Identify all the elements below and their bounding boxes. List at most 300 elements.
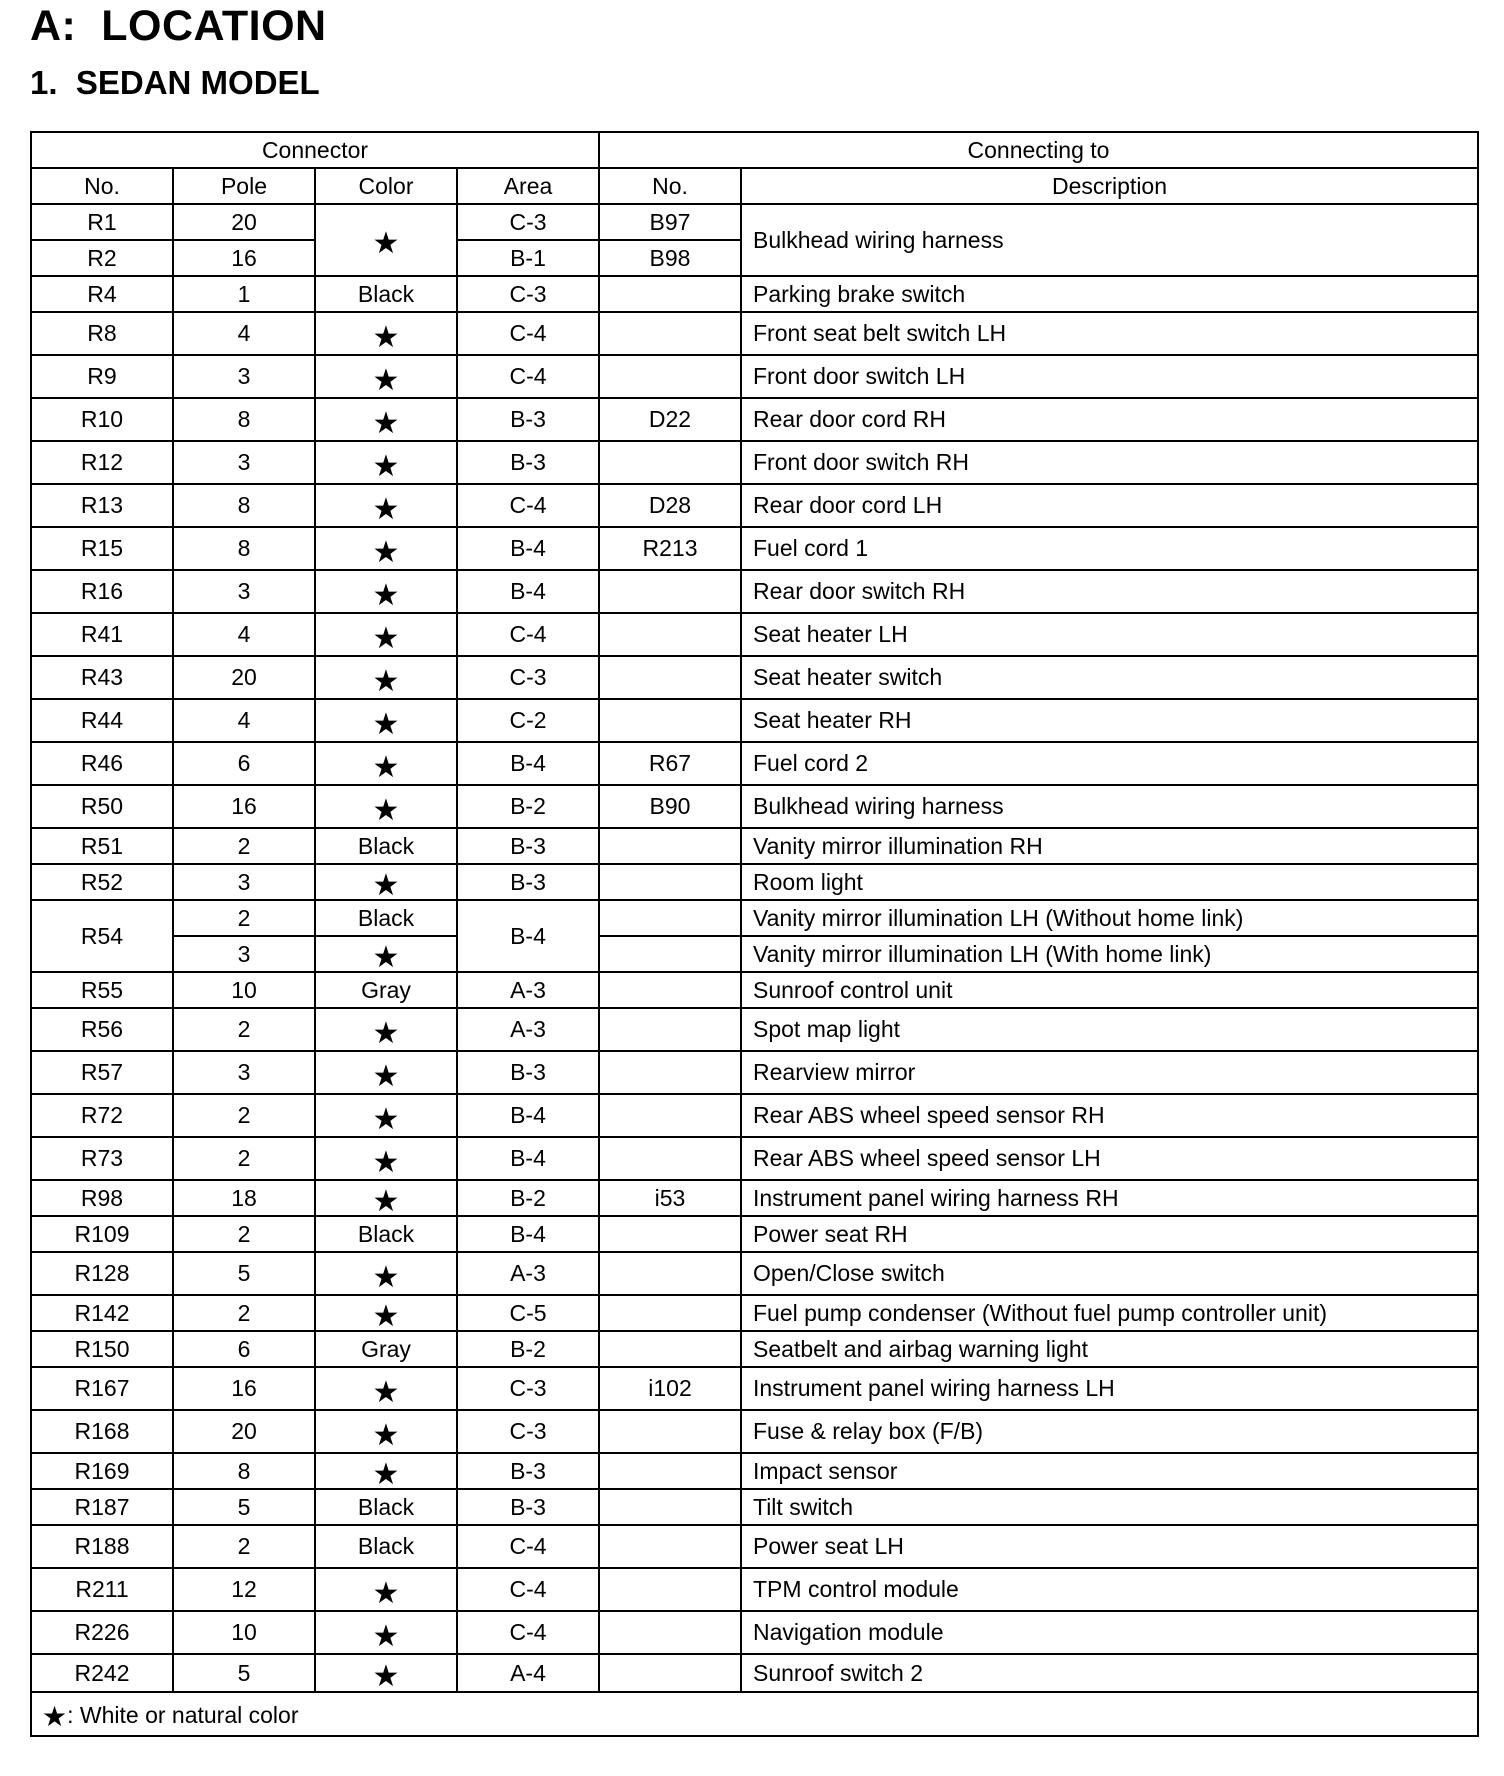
table-row [31,1137,1478,1180]
cell-to-no [599,742,741,785]
cell-to-no [599,1453,741,1489]
legend-star-icon: ★ [42,1700,68,1732]
cell-no [31,1295,173,1331]
table-row [31,1008,1478,1051]
cell-color [315,1611,457,1654]
cell-area-text: C-4 [509,320,547,346]
cell-pole [173,1331,315,1367]
cell-to-no [599,1252,741,1295]
cell-area-text: B-4 [510,578,546,604]
cell-to-no [599,398,741,441]
cell-area [457,398,599,441]
cell-pole-text: 18 [231,1184,257,1211]
cell-area-text: B-3 [510,868,546,895]
cell-area [457,828,599,864]
cell-description-text: Rear door cord LH [753,492,943,518]
cell-color [315,1410,457,1453]
cell-description-text: Seat heater RH [753,707,912,733]
cell-description-text: Rear door cord RH [753,406,947,432]
cell-pole [173,570,315,613]
cell-to-no [599,699,741,742]
cell-pole-text: 8 [237,492,251,518]
cell-color-text: Gray [361,1335,411,1362]
cell-pole [173,1410,315,1453]
cell-pole-text: 20 [231,664,257,690]
cell-description [741,1654,1478,1692]
cell-area [457,484,599,527]
cell-description-text: Navigation module [753,1619,944,1645]
cell-to-no-text: B97 [649,208,691,235]
cell-area [457,240,599,276]
cell-pole-text: 8 [237,1457,251,1484]
cell-description-text: Power seat RH [753,1220,908,1247]
cell-no [31,276,173,312]
cell-pole [173,1252,315,1295]
cell-pole [173,355,315,398]
cell-description [741,527,1478,570]
cell-description-text: Fuse & relay box (F/B) [753,1418,984,1444]
cell-area-text: B-3 [510,1457,546,1484]
cell-no [31,1216,173,1252]
legend-text: : White or natural color [67,1701,299,1728]
cell-description-text: Tilt switch [753,1493,854,1520]
cell-color [315,1051,457,1094]
cell-no-text: R128 [74,1260,130,1286]
cell-no-text: R188 [74,1533,130,1559]
cell-description-text: Sunroof control unit [753,976,953,1003]
cell-pole-text: 8 [237,406,251,432]
cell-color [315,1568,457,1611]
cell-to-no [599,355,741,398]
cell-to-no [599,276,741,312]
cell-no-text: R169 [74,1457,130,1484]
cell-to-no [599,936,741,972]
cell-to-no [599,613,741,656]
cell-color [315,1252,457,1295]
cell-description [741,864,1478,900]
cell-pole [173,613,315,656]
cell-to-no [599,864,741,900]
cell-no-text: R16 [80,578,124,604]
cell-area-text: B-2 [510,1335,546,1362]
cell-description-text: Front seat belt switch LH [753,320,1007,346]
cell-area [457,656,599,699]
cell-pole [173,276,315,312]
cell-no [31,1489,173,1525]
cell-description [741,204,1478,276]
cell-pole-text: 1 [237,280,251,307]
cell-to-no [599,1525,741,1568]
table-row [31,398,1478,441]
cell-color-text: Black [357,904,415,931]
cell-to-no [599,900,741,936]
cell-pole-text: 6 [237,1335,251,1362]
cell-no-text: R50 [80,793,124,819]
star-icon: ★ [372,664,400,698]
cell-no [31,240,173,276]
cell-area-text: B-3 [510,832,546,859]
cell-area-text: B-4 [510,1102,546,1128]
cell-pole-text: 4 [237,707,251,733]
cell-color [315,972,457,1008]
cell-to-no [599,972,741,1008]
cell-no [31,1094,173,1137]
cell-area [457,204,599,240]
cell-description [741,312,1478,355]
cell-area-text: C-3 [509,664,547,690]
table-row [31,1216,1478,1252]
cell-description [741,656,1478,699]
table-row [31,312,1478,355]
cell-no-text: R4 [87,280,117,307]
cell-description-text: Vanity mirror illumination LH (With home link) [753,940,1212,967]
cell-area-text: B-4 [510,1145,546,1171]
cell-pole [173,1180,315,1216]
header-pole: Pole [173,168,315,204]
table-row [31,1453,1478,1489]
cell-description-text: Fuel pump condenser (Without fuel pump controller unit) [753,1299,1328,1326]
table-row [31,276,1478,312]
cell-area [457,1489,599,1525]
cell-pole [173,828,315,864]
cell-description [741,355,1478,398]
cell-pole [173,936,315,972]
cell-pole-text: 2 [237,1220,251,1247]
cell-to-no-text: i102 [648,1375,692,1401]
cell-area-text: C-4 [509,621,547,647]
cell-no [31,355,173,398]
cell-no [31,1568,173,1611]
cell-no [31,1137,173,1180]
cell-area [457,441,599,484]
star-icon: ★ [372,492,400,526]
cell-description [741,613,1478,656]
cell-area-text: C-4 [509,1533,547,1559]
cell-no-text: R211 [75,1576,129,1602]
cell-description [741,936,1478,972]
star-icon: ★ [372,449,400,483]
star-icon: ★ [372,363,400,397]
cell-pole [173,441,315,484]
cell-description-text: Seat heater LH [753,621,908,647]
cell-no [31,900,173,972]
cell-color [315,828,457,864]
cell-no [31,484,173,527]
cell-no-text: R41 [80,621,124,647]
cell-to-no [599,1295,741,1331]
cell-pole-text: 5 [237,1493,251,1520]
legend [31,1692,1478,1736]
cell-pole-text: 3 [237,1059,251,1085]
cell-color [315,1367,457,1410]
cell-to-no [599,1216,741,1252]
cell-pole [173,656,315,699]
cell-pole [173,742,315,785]
cell-color [315,613,457,656]
cell-description [741,1137,1478,1180]
cell-area [457,1180,599,1216]
cell-no [31,785,173,828]
cell-description [741,1525,1478,1568]
cell-pole-text: 2 [237,1016,251,1042]
cell-to-no [599,656,741,699]
cell-no-text: R168 [74,1418,130,1444]
cell-to-no [599,1489,741,1525]
cell-description [741,1051,1478,1094]
cell-pole [173,398,315,441]
cell-area-text: C-4 [509,492,547,518]
cell-pole [173,1367,315,1410]
cell-description [741,570,1478,613]
cell-pole [173,900,315,936]
cell-color [315,204,457,276]
cell-pole [173,1453,315,1489]
cell-color [315,742,457,785]
cell-to-no [599,1008,741,1051]
cell-area-text: C-4 [509,1576,547,1602]
cell-description-text: Room light [753,868,863,895]
cell-pole-text: 2 [237,1102,251,1128]
cell-color [315,484,457,527]
cell-pole-text: 16 [231,244,257,271]
cell-to-no [599,828,741,864]
cell-pole-text: 2 [237,904,251,931]
table-row [31,441,1478,484]
cell-area [457,864,599,900]
cell-pole-text: 4 [237,320,251,346]
cell-pole [173,1295,315,1331]
header-area: Area [457,168,599,204]
cell-description-text: Fuel cord 1 [753,535,869,561]
table-row [31,204,1478,240]
header-to-no: No. [599,168,741,204]
table-row [31,1252,1478,1295]
cell-description-text: Seat heater switch [753,664,943,690]
cell-color [315,699,457,742]
cell-area-text: B-4 [510,922,546,949]
cell-description-text: TPM control module [753,1576,959,1602]
cell-color [315,1654,457,1692]
cell-color [315,570,457,613]
cell-pole [173,1525,315,1568]
cell-no [31,1367,173,1410]
cell-description [741,276,1478,312]
cell-no-text: R10 [80,406,124,432]
cell-pole-text: 2 [237,832,251,859]
star-icon: ★ [372,1458,400,1489]
cell-area-text: B-3 [510,1059,546,1085]
cell-no-text: R52 [80,868,124,895]
cell-pole [173,484,315,527]
cell-no-text: R55 [80,976,124,1003]
cell-no-text: R12 [80,449,124,475]
cell-description [741,1295,1478,1331]
star-icon: ★ [372,1576,400,1610]
cell-area [457,1654,599,1692]
cell-area-text: B-3 [510,1493,546,1520]
cell-description-text: Parking brake switch [753,280,966,307]
cell-pole [173,1568,315,1611]
cell-color [315,312,457,355]
cell-pole [173,312,315,355]
cell-description [741,1216,1478,1252]
cell-area-text: C-2 [509,707,547,733]
cell-no [31,1525,173,1568]
cell-area [457,276,599,312]
cell-color [315,1331,457,1367]
cell-pole-text: 10 [231,976,257,1003]
cell-description [741,972,1478,1008]
cell-pole [173,527,315,570]
cell-description-text: Front door switch LH [753,363,966,389]
cell-description [741,1367,1478,1410]
star-icon: ★ [372,1300,400,1331]
cell-pole [173,1216,315,1252]
cell-color [315,1137,457,1180]
table-row [31,1295,1478,1331]
table-row [31,656,1478,699]
star-icon: ★ [372,1185,400,1216]
cell-pole [173,1051,315,1094]
cell-no-text: R187 [74,1493,130,1520]
cell-area [457,1568,599,1611]
cell-to-no [599,1611,741,1654]
cell-pole-text: 10 [231,1619,257,1645]
table-row [31,1094,1478,1137]
table-row [31,864,1478,900]
cell-description-text: Instrument panel wiring harness LH [753,1375,1115,1401]
cell-area-text: C-3 [509,1375,547,1401]
cell-to-no [599,1051,741,1094]
cell-to-no [599,1331,741,1367]
cell-pole-text: 5 [237,1260,251,1286]
cell-color-text: Black [357,280,415,307]
cell-to-no-text: R213 [642,535,698,561]
cell-area [457,742,599,785]
cell-to-no [599,1180,741,1216]
table-row [31,355,1478,398]
star-icon: ★ [372,1660,400,1692]
cell-area-text: C-3 [509,280,547,307]
cell-no-text: R51 [80,832,124,859]
cell-to-no [599,204,741,240]
cell-description [741,1410,1478,1453]
cell-to-no-text: B90 [649,793,691,819]
cell-description [741,828,1478,864]
cell-color [315,1295,457,1331]
table-row [31,1410,1478,1453]
cell-no [31,1180,173,1216]
cell-no-text: R13 [80,492,124,518]
cell-description-text: Rear door switch RH [753,578,966,604]
cell-no [31,864,173,900]
cell-no [31,204,173,240]
cell-color [315,785,457,828]
cell-pole [173,699,315,742]
cell-color [315,1216,457,1252]
cell-description-text: Bulkhead wiring harness [753,226,1004,253]
cell-description-text: Spot map light [753,1016,901,1042]
cell-description [741,1568,1478,1611]
cell-area [457,1331,599,1367]
subsection-heading: 1. SEDAN MODEL [30,64,320,101]
cell-pole [173,785,315,828]
cell-pole [173,1137,315,1180]
cell-no [31,1252,173,1295]
cell-color [315,355,457,398]
cell-area-text: B-1 [510,244,546,271]
cell-color [315,936,457,972]
table-row [31,1180,1478,1216]
cell-pole-text: 12 [231,1576,257,1602]
star-icon: ★ [372,707,400,741]
cell-color [315,527,457,570]
header-connector: Connector [31,132,599,168]
star-icon: ★ [372,406,400,440]
cell-no-text: R15 [80,535,124,561]
cell-description-text: Sunroof switch 2 [753,1659,924,1686]
cell-no-text: R142 [74,1299,130,1326]
group-header-row [31,132,1478,168]
cell-no-text: R72 [80,1102,124,1128]
cell-area [457,1216,599,1252]
cell-no-text: R73 [80,1145,124,1171]
cell-description [741,742,1478,785]
table-row [31,1568,1478,1611]
cell-description [741,1453,1478,1489]
cell-area-text: B-2 [510,1184,546,1211]
star-icon: ★ [372,941,400,972]
cell-description-text: Rearview mirror [753,1059,916,1085]
star-icon: ★ [372,1016,400,1050]
cell-no-text: R46 [80,750,124,776]
cell-description-text: Power seat LH [753,1533,904,1559]
cell-pole [173,204,315,240]
cell-area [457,900,599,972]
cell-pole-text: 16 [231,1375,257,1401]
cell-color [315,864,457,900]
column-header-row [31,168,1478,204]
header-connecting-to: Connecting to [599,132,1478,168]
cell-no [31,1410,173,1453]
cell-no [31,1611,173,1654]
cell-pole [173,864,315,900]
cell-to-no [599,1654,741,1692]
star-icon: ★ [372,578,400,612]
cell-description [741,785,1478,828]
cell-area [457,527,599,570]
cell-description [741,1331,1478,1367]
cell-color-text: Black [357,1493,415,1520]
cell-no-text: R98 [80,1184,124,1211]
table-row [31,1367,1478,1410]
cell-to-no [599,1094,741,1137]
cell-no [31,527,173,570]
cell-area [457,1252,599,1295]
cell-description [741,441,1478,484]
cell-area-text: A-3 [510,1260,546,1286]
connector-table [30,131,1479,1737]
cell-description [741,1252,1478,1295]
cell-description [741,1611,1478,1654]
cell-area-text: B-3 [510,449,546,475]
cell-to-no [599,527,741,570]
table-row [31,785,1478,828]
table-row [31,1654,1478,1692]
cell-to-no-text: D28 [648,492,692,518]
cell-area [457,312,599,355]
cell-description-text: Vanity mirror illumination RH [753,832,1043,859]
